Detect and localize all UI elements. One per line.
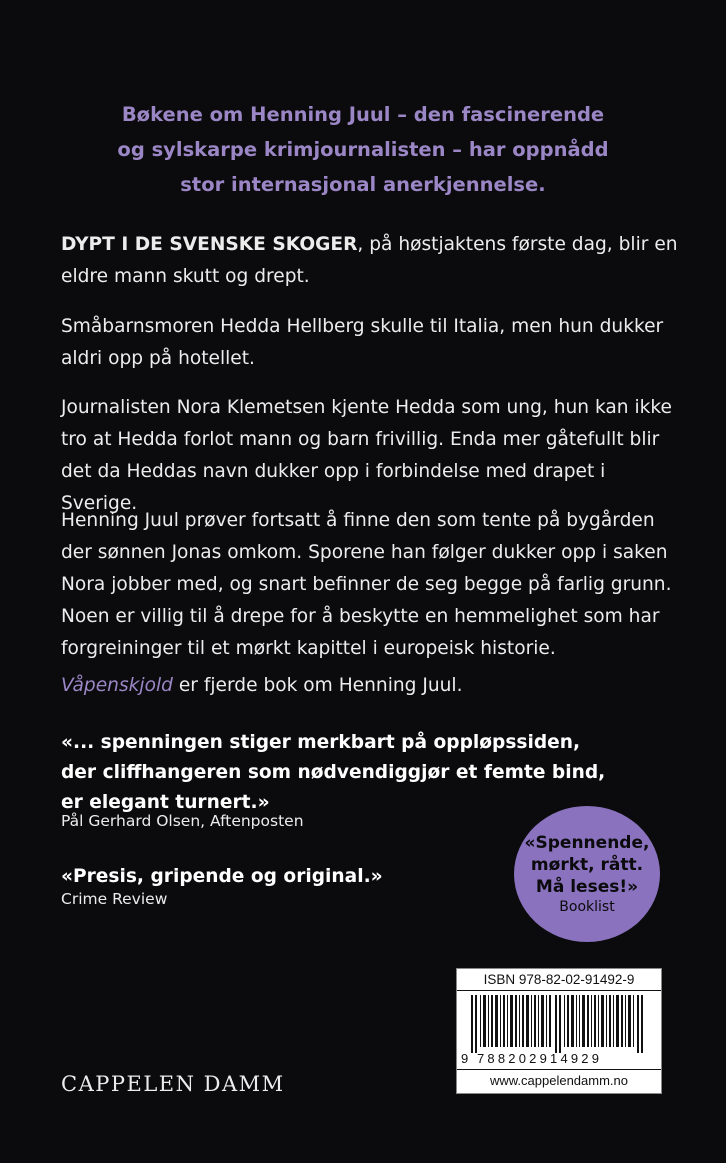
badge-source: Booklist — [559, 899, 615, 915]
barcode-box — [456, 968, 662, 1094]
badge-line: «Spennende, — [524, 833, 650, 853]
divider — [457, 1069, 661, 1070]
lead-line: og sylskarpe krimjournalisten – har oppnådd — [117, 138, 609, 161]
lead-blurb — [70, 97, 656, 202]
divider — [457, 990, 661, 991]
publisher-logo: CAPPELEN DAMM — [61, 1072, 285, 1096]
barcode-icon — [471, 995, 649, 1053]
barcode-first-digit: 9 — [461, 1051, 472, 1066]
paragraph-4: Henning Juul prøver fortsatt å finne den som tente på bygården der sønnen Jonas omkom. Sporene han følger dukker opp i saken Nora jobber med, og snart befinner de seg begge på farlig grunn. Noen er villig til å drepe for å beskytte en hemmelighet som har forgreininger til et mørkt kapittel i europeisk historie. — [61, 510, 672, 659]
barcode-number: 788202914929 — [477, 1051, 603, 1066]
review-source-2: Crime Review — [61, 890, 168, 908]
paragraph-3: Journalisten Nora Klemetsen kjente Hedda som ung, hun kan ikke tro at Hedda forlot mann og barn frivillig. Enda mer gåtefullt blir det da Heddas navn dukker opp i forbindelse med drapet i Sverige. — [61, 397, 672, 514]
book-title: Våpenskjold — [61, 675, 173, 696]
paragraph-5 — [61, 670, 681, 702]
review-source-1: Pål Gerhard Olsen, Aftenposten — [61, 812, 304, 830]
lead-line: stor internasjonal anerkjennelse. — [180, 173, 546, 196]
badge-line: Må leses!» — [535, 877, 639, 897]
paragraph-5-rest: er fjerde bok om Henning Juul. — [172, 675, 463, 696]
lead-line: Bøkene om Henning Juul – den fascinerende — [121, 103, 605, 126]
badge-line: mørkt, rått. — [530, 855, 644, 875]
publisher-url: www.cappelendamm.no — [489, 1073, 629, 1088]
review-badge — [514, 806, 660, 942]
paragraph-1 — [61, 229, 681, 293]
paragraph-1-rest: , på høstjaktens første dag, blir en eldre mann skutt og drept. — [61, 234, 678, 287]
paragraph-1-lead: DYPT I DE SVENSKE SKOGER — [61, 234, 358, 255]
review-quote-1: «... spenningen stiger merkbart på oppløpssiden, der cliffhangeren som nødvendiggjør et femte bind, er elegant turnert.» — [61, 732, 606, 813]
paragraph-2: Småbarnsmoren Hedda Hellberg skulle til Italia, men hun dukker aldri opp på hotellet. — [61, 316, 664, 369]
isbn-label: ISBN 978-82-02-91492-9 — [483, 972, 635, 987]
review-quote-2: «Presis, gripende og original.» — [61, 866, 383, 887]
